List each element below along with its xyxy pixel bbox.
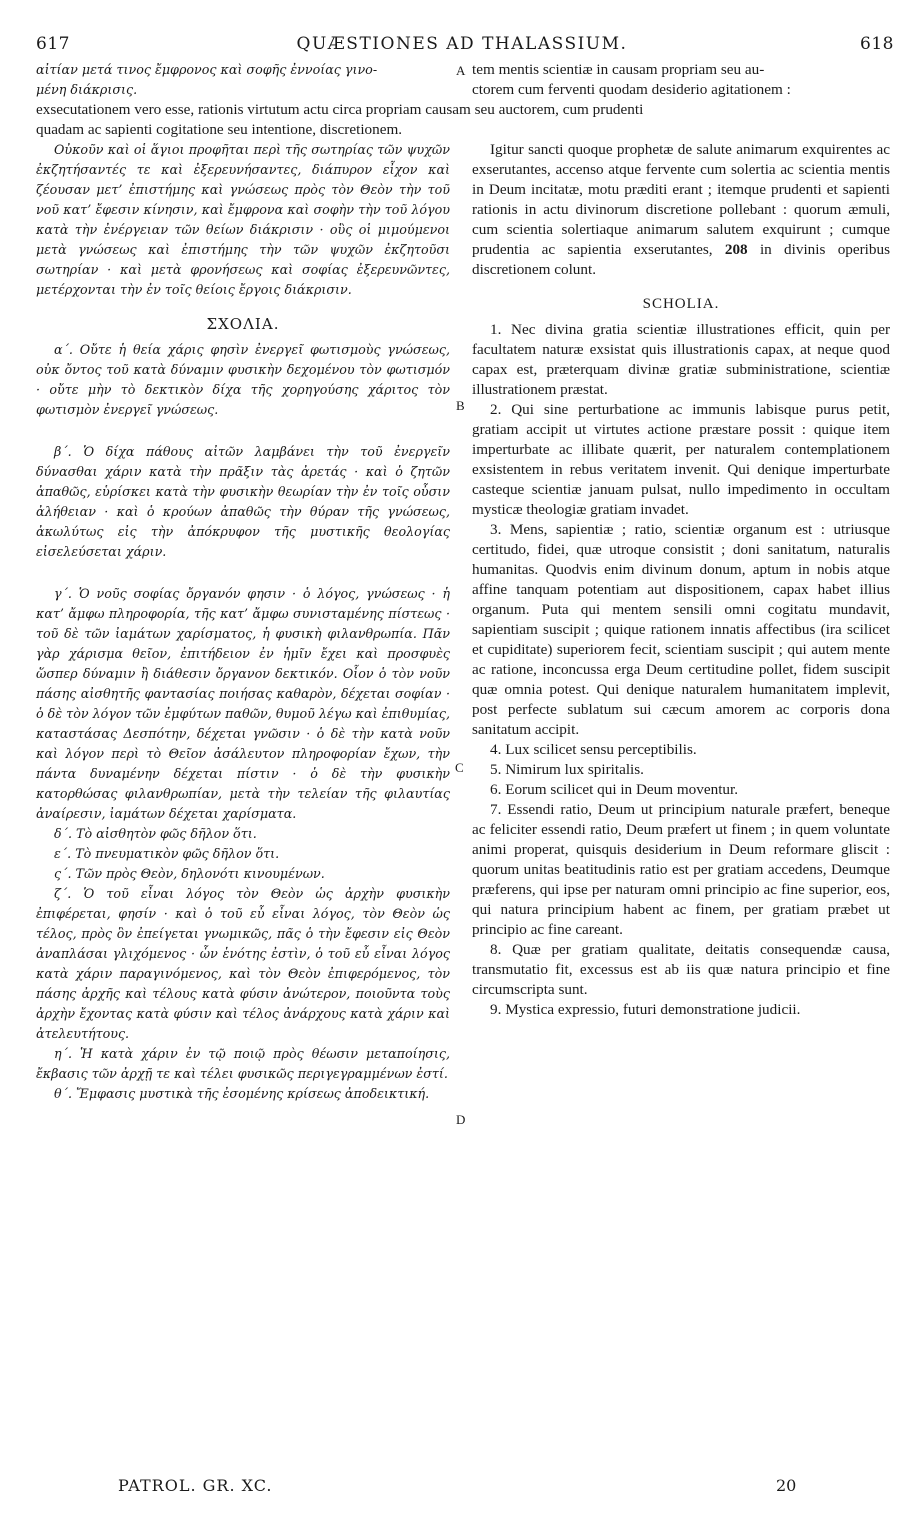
latin-scholion-8: 8. Quæ per gratiam qualitate, deitatis consequendæ causa, transmutatio fit, excessus est ab iis quæ natura principio et fine circumscripta sunt. bbox=[472, 941, 890, 998]
margin-marker-a: A bbox=[456, 63, 466, 78]
greek-scholion-1: α΄. Οὔτε ἡ θεία χάρις φησὶν ἐνεργεῖ φωτισμοὺς γνώσεως, οὐκ ὄντος τοῦ κατὰ δύναμιν φυσικὴν δεχομένου τὸν φωτισμόν · οὔτε μὴν τὸ δεκτικὸν δίχα τῆς χορηγούσης χάριτος τὸν φωτισμὸν ἐνεργεῖ γνώσεως. bbox=[36, 342, 450, 417]
latin-top-continuation bbox=[472, 60, 890, 100]
latin-scholion-4: 4. Lux scilicet sensu perceptibilis. bbox=[490, 741, 697, 758]
full-width-latin bbox=[36, 100, 890, 140]
latin-scholion-9: 9. Mystica expressio, futuri demonstratione judicii. bbox=[490, 1001, 801, 1018]
margin-marker-c: C bbox=[455, 760, 464, 775]
greek-top-line: μένη διάκρισις. bbox=[36, 82, 138, 97]
margin-marker-b: B bbox=[456, 398, 465, 413]
latin-scholia-title: SCHOLIA. bbox=[642, 296, 720, 312]
latin-column bbox=[472, 140, 890, 1020]
latin-scholion-1: 1. Nec divina gratia scientiæ illustrationes efficit, quin per facultatem naturæ exsistat quis illustrationis capax, at neque quod capax est, præterquam divinæ gratiæ subministratione, scientiæ illustrationem præstat. bbox=[472, 321, 890, 398]
greek-top-continuation bbox=[36, 60, 450, 100]
greek-column bbox=[36, 140, 450, 1104]
greek-scholion-9: θ΄. Ἔμφασις μυστικὰ τῆς ἐσομένης κρίσεως ἀποδεικτική. bbox=[54, 1086, 430, 1101]
latin-scholion-3: 3. Mens, sapientiæ ; ratio, scientiæ organum est : utriusque certitudo, fidei, quæ utroque consistit ; doni sanitatum, naturalis humanitas. Quodvis enim divinum donum, aptum in nobis atque affine tanquam potentiam aut dispositionem, capax habet illius organum. Puta qui mentem sensili omni cogitatu mundavit, sapientiam suscipit ; quique rationem innatis affectibus (ira scilicet et cupiditate) superiorem fecit, scientiam suscipit ; qui autem mente ac ratione, inconcussa erga Deum certitudine pollet, fidem suscipit quæ omnia potest. Qui denique naturalem humanitatem implevit, post perfecte sublatum sui cæcum amorem ac corporis dona sanitatum accipit. bbox=[472, 521, 890, 738]
page-number-right: 618 bbox=[860, 34, 894, 54]
latin-main-text-end: in divinis operibus discretionem colunt. bbox=[472, 241, 890, 278]
greek-scholion-6: ς΄. Τῶν πρὸς Θεὸν, δηλονότι κινουμένων. bbox=[54, 866, 325, 881]
latin-top-line: tem mentis scientiæ in causam propriam seu au- bbox=[472, 61, 765, 78]
full-width-line: exsecutationem vero esse, rationis virtutum actu circa propriam causam seu auctorem, cum prudenti bbox=[36, 101, 644, 118]
margin-marker-d: D bbox=[456, 1112, 466, 1127]
latin-scholion-5: 5. Nimirum lux spiritalis. bbox=[490, 761, 644, 778]
greek-top-line: αἰτίαν μετά τινος ἔμφρονος καὶ σοφῆς ἐννοίας γινο- bbox=[36, 62, 378, 77]
greek-scholion-5: ε΄. Τὸ πνευματικὸν φῶς δῆλον ὅτι. bbox=[54, 846, 280, 861]
running-title: QUÆSTIONES AD THALASSIUM. bbox=[296, 34, 628, 54]
greek-scholia-title: ΣΧΟΛΙΑ. bbox=[206, 315, 280, 333]
greek-scholion-8: η΄. Ἡ κατὰ χάριν ἐν τῷ ποιῷ πρὸς θέωσιν μεταποίησις, ἔκβασις τῶν ἀρχῇ τε καὶ τέλει φυσικῶς περιγεγραμμένων ἐστί. bbox=[36, 1046, 450, 1081]
greek-scholion-2: β΄. Ὁ δίχα πάθους αἰτῶν λαμβάνει τὴν τοῦ ἐνεργεῖν δύνασθαι χάριν κατὰ τὴν πρᾶξιν τὰς ἀρετάς · καὶ ὁ ζητῶν ἀπαθῶς, εὑρίσκει κατὰ τὴν φυσικὴν θεωρίαν τὴν ἐν τοῖς οὖσιν ἀλήθειαν · καὶ ὁ κρούων ἀπαθῶς τὴν θύραν τῆς γνώσεως, ἀκωλύτως εἰς τὴν ἀπόκρυφον τῆς μυστικῆς θεολογίας εἰσελεύσεται χάριν. bbox=[36, 444, 450, 559]
latin-scholion-6: 6. Eorum scilicet qui in Deum moventur. bbox=[490, 781, 739, 798]
latin-scholion-2: 2. Qui sine perturbatione ac immunis labisque purus petit, gratiam accipit ut virtutes actione præstare possit : quique item imperturbate ac illibate quærit, per naturalem contemplationem exsistentem in rebus veritatem invenit. Qui denique imperturbate casteque scientiæ januam pulsat, nullo impedimento in occultam mysticæ theologiæ gratiam invadet. bbox=[472, 401, 890, 518]
latin-main-text: Igitur sancti quoque prophetæ de salute animarum exquirentes ac exserutantes, accenso atque fervente cum solertia ac scientia mentis in Deum incitatæ, motu præditi erant ; itemque prudenti et sapienti rationis in actu divinorum discretione pollebant : quorum æmuli, cum scientia solertiaque animarum salutem exquirunt ; cumque prudentia ac sapientia exserutantes, bbox=[472, 141, 890, 258]
column-number: 208 bbox=[724, 241, 748, 258]
greek-main-paragraph: Οὐκοῦν καὶ οἱ ἅγιοι προφῆται περὶ τῆς σωτηρίας τῶν ψυχῶν ἐκζητήσαντές τε καὶ ἐξερευνήσαντες, διάπυρον εἶχον καὶ ζέουσαν μετ’ ἐπιστήμης καὶ γνώσεως πρὸς τὸν Θεὸν τὴν τοῦ νοῦ κατ’ ἔφεσιν κίνησιν, καὶ ἔμφρονα καὶ σοφὴν τὴν τοῦ λόγου κατὰ τὴν ἐνέργειαν τῶν θείων διάκρισιν · οὓς οἱ μιμούμενοι μετὰ γνώσεως καὶ ἐπιστήμης τὴν τῶν ψυχῶν ἐκζητοῦσι σωτηρίαν · καὶ μετὰ φρονήσεως καὶ σοφίας ἐξερευνῶντες, μετέρχονται τὴν ἐν τοῖς θείοις ἔργοις διάκρισιν. bbox=[36, 142, 450, 297]
page-number-left: 617 bbox=[36, 34, 70, 54]
latin-scholion-7: 7. Essendi ratio, Deum ut principium naturale præfert, beneque ac feliciter essendi ratio, Deum præfert ut finem ; in quem voluntate animi properat, quisquis desiderium in Deum reformare gliscit : quorum unitas beatitudinis ratio est per gratiam accedens, Deumque præferens, qui ipse per naturam omni principio ac fine superior, eos, qui natura principium habent ac finem, per gratiam præbet ut principio ac fine careant. bbox=[472, 801, 890, 938]
full-width-line: quadam ac sapienti cogitatione seu intentione, discretionem. bbox=[36, 121, 403, 138]
footer-signature-number: 20 bbox=[776, 1476, 797, 1495]
greek-scholion-4: δ΄. Τὸ αἰσθητὸν φῶς δῆλον ὅτι. bbox=[54, 826, 257, 841]
greek-scholion-3: γ΄. Ὁ νοῦς σοφίας ὄργανόν φησιν · ὁ λόγος, γνώσεως · ἡ κατ’ ἄμφω πληροφορία, τῆς κατ’ ἄμφω συνισταμένης πίστεως · τοῦ δὲ τῶν ἰαμάτων χαρίσματος, ἡ φυσικὴ φιλανθρωπία. Πᾶν γὰρ χάρισμα θεῖον, ἐπιτήδειον ἐν ἡμῖν ἔχει καὶ προσφυὲς ὥσπερ δύναμιν ἢ διάθεσιν ὄργανον δεκτικόν. Οἷον ὁ τὸν νοῦν πάσης αἰσθητῆς φαντασίας ποιήσας καθαρὸν, δέχεται σοφίαν · ὁ δὲ τὸν λόγον τῶν ἐμφύτων παθῶν, θυμοῦ λέγω καὶ ἐπιθυμίας, καταστάσας Δεσπότην, δέχεται γνῶσιν · ὁ δὲ τὴν κατὰ νοῦν καὶ λόγον περὶ τὸ Θεῖον ἀσάλευτον πληροφορίαν ἔχων, τὴν πάντα δυναμένην δέχεται πίστιν · ὁ δὲ τὴν φυσικὴν κατορθώσας φιλανθρωπίαν, μετὰ τὴν τελείαν τῆς φιλαυτίας ἀναίρεσιν, ἰαμάτων δέχεται χαρίσματα. bbox=[36, 586, 450, 821]
latin-top-line: ctorem cum ferventi quodam desiderio agitationem : bbox=[472, 81, 791, 98]
greek-scholion-7: ζ΄. Ὁ τοῦ εἶναι λόγος τὸν Θεὸν ὡς ἀρχὴν φυσικὴν ἐπιφέρεται, φησίν · καὶ ὁ τοῦ εὖ εἶναι λόγος, τὸν Θεὸν ὡς τέλος, πρὸς ὃν ἐπείγεται γνωμικῶς, πᾶς ὁ τὴν ἔφεσιν εἰς Θεὸν ἀναπλάσαι γλιχόμενος · ὧν ἑνότης ἐστὶν, ὁ τοῦ εὖ εἶναι λόγος κατὰ χάριν παραγινόμενος, καὶ τὸν Θεὸν ἐπιφερόμενος, τὸν πάσης ἀρχῆς καὶ τέλους κατὰ φύσιν ἀνώτερον, ποιοῦντα τοὺς ἀρχὴν ἔχοντας κατὰ φύσιν καὶ τέλος ἀνάρχους κατὰ χάριν καὶ ἀτελευτήτους. bbox=[36, 886, 450, 1041]
footer-volume-signature: PATROL. GR. XC. bbox=[118, 1476, 273, 1495]
latin-main-paragraph bbox=[472, 140, 890, 280]
